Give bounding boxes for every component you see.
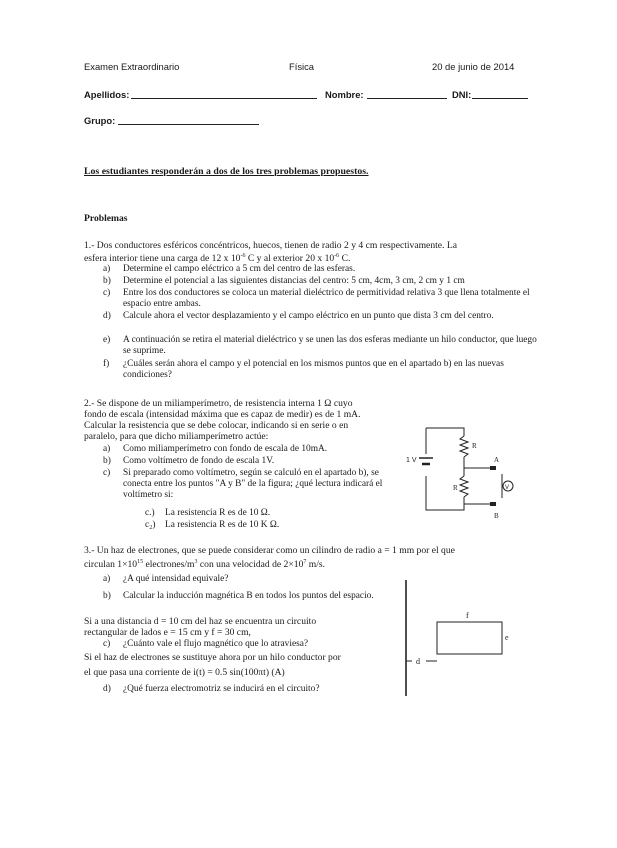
item-text: La resistencia R es de 10 Ω. [165,508,271,518]
side-f-label: f [466,611,469,620]
problem1-item-b [103,276,539,287]
item-text: ¿Qué fuerza electromotriz se inducirá en el circuito? [123,684,320,694]
problem3-mid-line4: el que pasa una corriente de i(t) = 0.5 sin(100πt) (A) [84,667,285,678]
p3-text-c: con una velocidad de 2×10 [197,559,304,571]
item-text: Entre los dos conductores se coloca un material dieléctrico de permitividad relativa 3 que llena totalmente el espacio entre ambas. [123,288,530,310]
problem3-intro-line1: 3.- Un haz de electrones, que se puede considerar como un cilindro de radio a = 1 mm por el que [84,545,455,556]
grupo-label: Grupo: [84,115,116,126]
problem1-item-d [103,311,539,333]
problem1-item-e [103,335,539,357]
item-text: ¿A qué intensidad equivale? [123,574,229,584]
terminal-b [490,502,496,506]
p1-exp-b: -6 [334,253,340,259]
resistor-top-label: R [472,442,477,450]
item-text: La resistencia R es de 10 K Ω. [165,520,280,530]
apellidos-field[interactable] [131,90,317,99]
section-title: Problemas [84,213,128,224]
nombre-field[interactable] [367,90,447,99]
p3-exp-c: 7 [303,559,307,565]
problem1-item-a [103,264,539,275]
item-label: e) [103,335,111,345]
item-text: ¿Cuánto vale el flujo magnético que lo atraviesa? [123,639,309,649]
item-text: Calcular la inducción magnética B en todos los puntos del espacio. [123,591,374,601]
problem2-intro-line3: Calcular la resistencia que se debe colocar, indicando si en serie o en [84,420,349,431]
resistor-bottom-label: R [453,484,458,492]
exam-date: 20 de junio de 2014 [432,61,515,72]
rectangular-loop [437,622,502,654]
item-label: c) [103,288,111,298]
nombre-label: Nombre: [325,89,364,100]
distance-d-label: d [416,657,420,666]
problem3-item-d [103,684,383,695]
terminal-a [490,466,496,470]
beam-circuit-figure [392,578,522,698]
problem3-mid-line2: rectangular de lados e = 15 cm y f = 30 cm, [84,627,251,638]
problem2-item-c [103,468,403,503]
item-label: a) [103,574,111,584]
item-text: Si preparado como voltímetro, según se calculó en el apartado b), se conecta entre los puntos "A y B" de la figura; ¿qué lectura indicará el voltímetro si: [123,468,383,501]
wire-bottom [426,476,464,510]
side-e-label: e [505,633,509,642]
p3-exp-b: 3 [194,559,198,565]
resistor-bottom [460,476,468,497]
problem3-mid-line1: Si a una distancia d = 10 cm del haz se encuentra un circuito [84,616,317,627]
problem2-intro-line4: paralelo, para que dicho miliamperímetro actúe: [84,431,269,442]
item-text: ¿Cuáles serán ahora el campo y el potencial en los mismos puntos que en el apartado b) en las nuevas condiciones? [123,359,504,381]
item-label: c.) [145,508,155,518]
p3-text-d: m/s. [306,559,326,571]
item-text: A continuación se retira el material dieléctrico y se unen las dos esferas mediante un hilo conductor, que luego se suprime. [123,335,537,357]
resistor-top [460,436,468,457]
item-label: b) [103,591,111,601]
problem2-item-b [103,456,403,467]
item-text: Determine el campo eléctrico a 5 cm del centro de las esferas. [123,264,356,274]
exam-type: Examen Extraordinario [84,61,180,72]
item-label: a) [103,444,111,454]
problem2-intro-line1: 2.- Se dispone de un miliamperímetro, de resistencia interna 1 Ω cuyo [84,398,353,409]
item-text: Determine el potencial a las siguientes distancias del centro: 5 cm, 4cm, 3 cm, 2 cm y 1 cm [123,276,465,286]
p1-text-b: C y al exterior 20 x 10 [245,253,335,265]
problem2-subitem-1 [145,508,385,519]
apellidos-label: Apellidos: [84,89,130,100]
problem1-intro-line2 [84,251,350,265]
item-label: f) [103,359,110,369]
item-label: d) [103,684,111,694]
item-label: b) [103,276,111,286]
node-a-label: A [494,456,500,464]
item-label: a) [103,264,111,274]
voltage-label: 1 V [406,457,417,464]
p3-text-b: electrones/m [143,559,195,571]
problem3-mid-line3: Si el haz de electrones se sustituye ahora por un hilo conductor por [84,652,341,663]
node-b-label: B [494,512,499,520]
subject: Física [289,61,315,72]
item-text: Como voltímetro de fondo de escala 1V. [123,456,275,466]
problem3-intro-line2 [84,557,325,571]
item-label: b) [103,456,111,466]
item-label: c) [103,639,111,649]
problem3-item-b [103,591,383,613]
p3-exp-a: 15 [137,559,144,565]
problem2-item-a [103,444,403,455]
problem1-item-c [103,288,539,310]
wire-top [426,428,464,436]
item-text: Como miliamperímetro con fondo de escala de 10mA. [123,444,328,454]
item-label: c₂) [145,520,156,530]
p3-text-a: circulan 1×10 [84,559,138,571]
dni-field[interactable] [472,90,528,99]
item-label: c) [103,468,111,478]
problem2-intro-line2: fondo de escala (intensidad máxima que es capaz de medir) es de 1 mA. [84,409,361,420]
instructions: Los estudiantes responderán a dos de los tres problemas propuestos. [84,166,369,177]
p1-text-a: esfera interior tiene una carga de 12 x 10 [84,253,241,265]
p1-exp-a: -6 [240,253,246,259]
problem1-item-f [103,359,539,381]
problem3-item-c [103,639,383,650]
p1-text-c: C. [339,253,351,265]
problem3-item-a [103,574,383,585]
grupo-field[interactable] [118,116,259,125]
problem1-intro-line1: 1.- Dos conductores esféricos concéntricos, huecos, tienen de radio 2 y 4 cm respectivamente. La [84,240,457,251]
problem2-subitem-2 [145,520,385,531]
circuit-diagram [402,418,527,520]
dni-label: DNI: [452,89,472,100]
item-text: Calcule ahora el vector desplazamiento y el campo eléctrico en un punto que dista 3 cm del centro. [123,311,494,321]
item-label: d) [103,311,111,321]
voltmeter-label: V [505,485,510,491]
